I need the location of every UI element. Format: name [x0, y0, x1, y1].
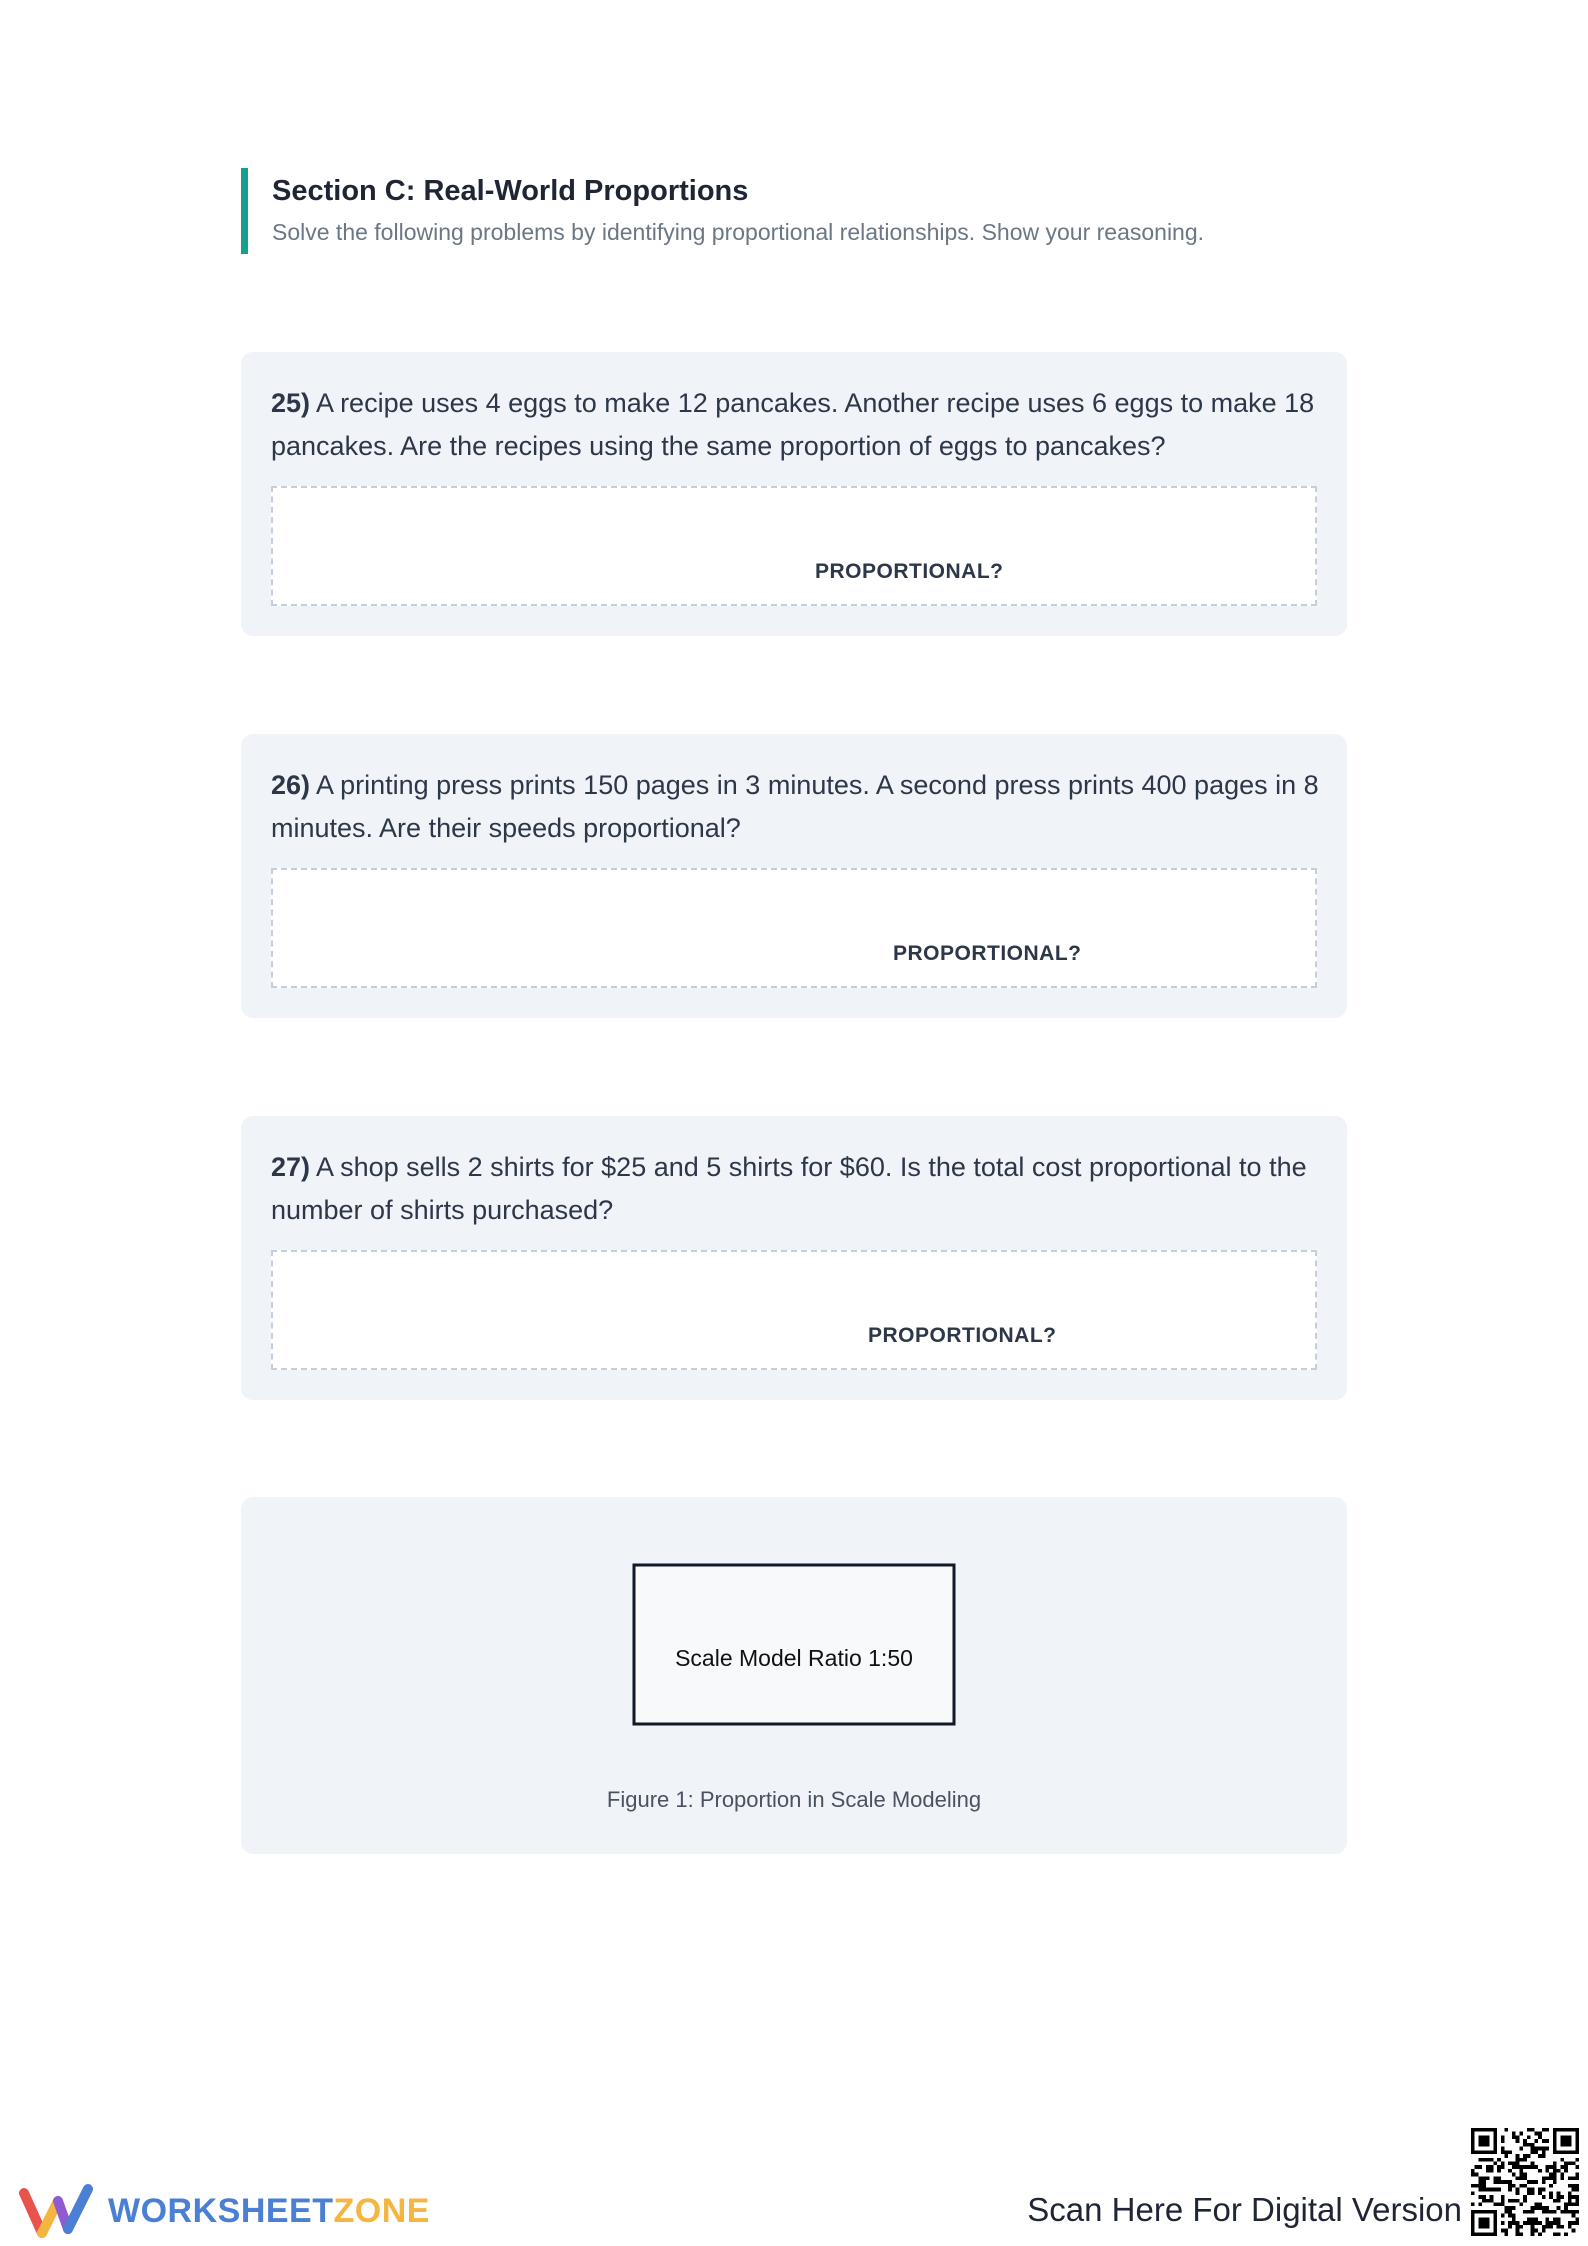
question-number: 27): [271, 1152, 311, 1182]
worksheetzone-logo-icon: [18, 2183, 94, 2239]
section-subtitle: Solve the following problems by identifying proportional relationships. Show your reasoning.: [272, 219, 1205, 245]
question-number: 26): [271, 770, 311, 800]
answer-box[interactable]: [271, 486, 1317, 606]
scan-here-text: Scan Here For Digital Version: [1027, 2191, 1462, 2228]
section-header: [241, 168, 1361, 254]
question-card-26: [241, 734, 1347, 1018]
question-body: A recipe uses 4 eggs to make 12 pancakes. Another recipe uses 6 eggs to make 18 pancakes. Are the recipes using the same proportion of eggs to pancakes?: [271, 388, 1315, 461]
answer-label: PROPORTIONAL?: [893, 942, 1082, 965]
logo-text: [108, 2192, 430, 2231]
figure-caption: Figure 1: Proportion in Scale Modeling: [606, 1787, 982, 1812]
qr-code-icon[interactable]: [1471, 2128, 1579, 2236]
logo-text-zone: ZONE: [333, 2191, 430, 2230]
question-card-27: [241, 1116, 1347, 1400]
question-text: [271, 764, 1321, 850]
question-number: 25): [271, 388, 311, 418]
answer-box[interactable]: [271, 868, 1317, 988]
answer-box[interactable]: [271, 1250, 1317, 1370]
worksheetzone-logo[interactable]: [18, 2183, 430, 2239]
question-body: A printing press prints 150 pages in 3 minutes. A second press prints 400 pages in 8 minutes. Are their speeds proportional?: [271, 770, 1319, 843]
scale-model-label: Scale Model Ratio 1:50: [675, 1645, 913, 1671]
question-body: A shop sells 2 shirts for $25 and 5 shirts for $60. Is the total cost proportional to the number of shirts purchased?: [271, 1152, 1307, 1225]
scale-model-diagram: [241, 1497, 1347, 1777]
answer-label: PROPORTIONAL?: [815, 560, 1004, 583]
question-card-25: [241, 352, 1347, 636]
question-text: [271, 1146, 1321, 1232]
logo-text-worksheet: WORKSHEET: [108, 2191, 334, 2230]
answer-label: PROPORTIONAL?: [868, 1324, 1057, 1347]
figure-card: [241, 1497, 1347, 1854]
section-title: Section C: Real-World Proportions: [272, 175, 749, 207]
question-text: [271, 382, 1321, 468]
